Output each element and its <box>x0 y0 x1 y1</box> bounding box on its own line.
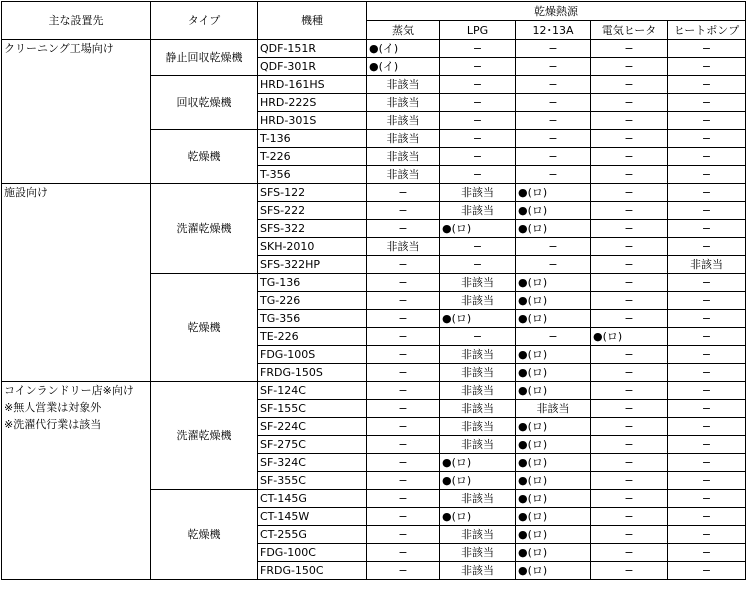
electric-heater-cell: − <box>591 40 668 58</box>
heat-pump-cell: − <box>668 346 746 364</box>
heat-pump-cell: − <box>668 508 746 526</box>
lpg-cell: ●(ロ) <box>440 220 516 238</box>
electric-heater-cell: − <box>591 508 668 526</box>
heat-pump-cell: − <box>668 364 746 382</box>
model-cell: CT-255G <box>258 526 367 544</box>
heat-pump-cell: − <box>668 292 746 310</box>
electric-heater-cell: − <box>591 58 668 76</box>
heat-pump-cell: − <box>668 490 746 508</box>
electric-heater-cell: − <box>591 184 668 202</box>
electric-heater-cell: − <box>591 220 668 238</box>
header-steam: 蒸気 <box>367 21 440 40</box>
city-gas-cell: ●(ロ) <box>516 382 591 400</box>
table-row <box>2 40 746 58</box>
electric-heater-cell: − <box>591 130 668 148</box>
table-header <box>2 2 746 40</box>
header-lpg: LPG <box>440 21 516 40</box>
steam-cell: 非該当 <box>367 94 440 112</box>
install-place-cell <box>2 184 151 382</box>
heat-pump-cell: − <box>668 202 746 220</box>
model-cell: QDF-301R <box>258 58 367 76</box>
install-place-line: クリーニング工場向け <box>4 42 114 55</box>
type-cell: 洗濯乾燥機 <box>151 184 258 274</box>
heat-pump-cell: − <box>668 526 746 544</box>
city-gas-cell: ●(ロ) <box>516 184 591 202</box>
heat-pump-cell: − <box>668 76 746 94</box>
heat-pump-cell: − <box>668 310 746 328</box>
city-gas-cell: ●(ロ) <box>516 508 591 526</box>
model-cell: FRDG-150S <box>258 364 367 382</box>
heat-pump-cell: − <box>668 472 746 490</box>
lpg-cell: 非該当 <box>440 400 516 418</box>
install-place-line: ※洗濯代行業は該当 <box>4 418 102 431</box>
steam-cell: − <box>367 328 440 346</box>
city-gas-cell: ●(ロ) <box>516 418 591 436</box>
model-cell: SF-275C <box>258 436 367 454</box>
city-gas-cell: ●(ロ) <box>516 454 591 472</box>
electric-heater-cell: − <box>591 310 668 328</box>
heat-pump-cell: − <box>668 418 746 436</box>
install-place-line: ※無人営業は対象外 <box>4 401 102 414</box>
steam-cell: − <box>367 490 440 508</box>
model-cell: SFS-322HP <box>258 256 367 274</box>
lpg-cell: 非該当 <box>440 202 516 220</box>
heat-pump-cell: − <box>668 166 746 184</box>
heat-pump-cell: − <box>668 238 746 256</box>
heat-pump-cell: − <box>668 328 746 346</box>
electric-heater-cell: − <box>591 148 668 166</box>
lpg-cell: 非該当 <box>440 346 516 364</box>
city-gas-cell: − <box>516 94 591 112</box>
steam-cell: 非該当 <box>367 238 440 256</box>
steam-cell: − <box>367 292 440 310</box>
type-cell: 乾燥機 <box>151 274 258 382</box>
model-cell: SKH-2010 <box>258 238 367 256</box>
lpg-cell: 非該当 <box>440 490 516 508</box>
city-gas-cell: ●(ロ) <box>516 472 591 490</box>
lpg-cell: − <box>440 94 516 112</box>
model-cell: HRD-301S <box>258 112 367 130</box>
electric-heater-cell: − <box>591 76 668 94</box>
steam-cell: − <box>367 382 440 400</box>
steam-cell: − <box>367 256 440 274</box>
lpg-cell: 非該当 <box>440 436 516 454</box>
table-body <box>2 40 746 580</box>
steam-cell: − <box>367 310 440 328</box>
type-cell: 回収乾燥機 <box>151 76 258 130</box>
electric-heater-cell: − <box>591 238 668 256</box>
model-cell: HRD-222S <box>258 94 367 112</box>
steam-cell: − <box>367 472 440 490</box>
header-type: タイプ <box>151 2 258 40</box>
lpg-cell: − <box>440 40 516 58</box>
model-cell: TG-226 <box>258 292 367 310</box>
electric-heater-cell: − <box>591 490 668 508</box>
electric-heater-cell: − <box>591 562 668 580</box>
electric-heater-cell: ●(ロ) <box>591 328 668 346</box>
heat-pump-cell: − <box>668 220 746 238</box>
model-cell: FDG-100S <box>258 346 367 364</box>
lpg-cell: 非該当 <box>440 382 516 400</box>
header-heat-source: 乾燥熱源 <box>367 2 746 21</box>
lpg-cell: ●(ロ) <box>440 310 516 328</box>
city-gas-cell: − <box>516 76 591 94</box>
city-gas-cell: − <box>516 130 591 148</box>
steam-cell: − <box>367 400 440 418</box>
model-cell: SF-324C <box>258 454 367 472</box>
model-cell: TG-136 <box>258 274 367 292</box>
electric-heater-cell: − <box>591 166 668 184</box>
lpg-cell: 非該当 <box>440 526 516 544</box>
header-city-gas: 12･13A <box>516 21 591 40</box>
city-gas-cell: ●(ロ) <box>516 490 591 508</box>
city-gas-cell: − <box>516 148 591 166</box>
heat-pump-cell: − <box>668 382 746 400</box>
heat-pump-cell: − <box>668 40 746 58</box>
lpg-cell: − <box>440 256 516 274</box>
steam-cell: − <box>367 418 440 436</box>
city-gas-cell: ●(ロ) <box>516 346 591 364</box>
city-gas-cell: ●(ロ) <box>516 220 591 238</box>
electric-heater-cell: − <box>591 202 668 220</box>
lpg-cell: − <box>440 58 516 76</box>
lpg-cell: − <box>440 328 516 346</box>
heat-pump-cell: − <box>668 400 746 418</box>
header-electric-heater: 電気ヒータ <box>591 21 668 40</box>
install-place-line: 施設向け <box>4 186 48 199</box>
electric-heater-cell: − <box>591 274 668 292</box>
model-cell: CT-145W <box>258 508 367 526</box>
lpg-cell: 非該当 <box>440 184 516 202</box>
lpg-cell: 非該当 <box>440 544 516 562</box>
steam-cell: ●(イ) <box>367 40 440 58</box>
city-gas-cell: − <box>516 112 591 130</box>
lpg-cell: ●(ロ) <box>440 508 516 526</box>
model-cell: SF-355C <box>258 472 367 490</box>
steam-cell: 非該当 <box>367 148 440 166</box>
city-gas-cell: ●(ロ) <box>516 562 591 580</box>
electric-heater-cell: − <box>591 472 668 490</box>
lpg-cell: 非該当 <box>440 562 516 580</box>
heat-pump-cell: − <box>668 436 746 454</box>
lpg-cell: − <box>440 76 516 94</box>
install-place-cell <box>2 382 151 580</box>
model-cell: SFS-222 <box>258 202 367 220</box>
model-cell: SFS-122 <box>258 184 367 202</box>
city-gas-cell: − <box>516 256 591 274</box>
city-gas-cell: ●(ロ) <box>516 202 591 220</box>
city-gas-cell: ●(ロ) <box>516 292 591 310</box>
lpg-cell: 非該当 <box>440 364 516 382</box>
model-cell: SF-224C <box>258 418 367 436</box>
install-place-cell <box>2 40 151 184</box>
heat-pump-cell: − <box>668 58 746 76</box>
electric-heater-cell: − <box>591 292 668 310</box>
lpg-cell: − <box>440 148 516 166</box>
model-cell: T-356 <box>258 166 367 184</box>
header-place: 主な設置先 <box>2 2 151 40</box>
model-cell: SF-124C <box>258 382 367 400</box>
header-heat-pump: ヒートポンプ <box>668 21 746 40</box>
lpg-cell: − <box>440 238 516 256</box>
steam-cell: − <box>367 436 440 454</box>
heat-pump-cell: − <box>668 544 746 562</box>
steam-cell: ●(イ) <box>367 58 440 76</box>
model-cell: FDG-100C <box>258 544 367 562</box>
heat-pump-cell: − <box>668 94 746 112</box>
steam-cell: − <box>367 508 440 526</box>
dryer-heat-source-table <box>1 1 746 580</box>
steam-cell: 非該当 <box>367 76 440 94</box>
lpg-cell: 非該当 <box>440 274 516 292</box>
city-gas-cell: ●(ロ) <box>516 310 591 328</box>
city-gas-cell: − <box>516 238 591 256</box>
heat-pump-cell: − <box>668 454 746 472</box>
type-cell: 洗濯乾燥機 <box>151 382 258 490</box>
heat-pump-cell: − <box>668 148 746 166</box>
city-gas-cell: ●(ロ) <box>516 526 591 544</box>
steam-cell: − <box>367 346 440 364</box>
install-place-line: コインランドリー店※向け <box>4 384 134 397</box>
type-cell: 乾燥機 <box>151 130 258 184</box>
lpg-cell: ●(ロ) <box>440 472 516 490</box>
model-cell: SF-155C <box>258 400 367 418</box>
steam-cell: − <box>367 544 440 562</box>
model-cell: T-136 <box>258 130 367 148</box>
type-cell: 静止回収乾燥機 <box>151 40 258 76</box>
steam-cell: − <box>367 562 440 580</box>
lpg-cell: 非該当 <box>440 292 516 310</box>
steam-cell: − <box>367 220 440 238</box>
model-cell: TE-226 <box>258 328 367 346</box>
city-gas-cell: − <box>516 166 591 184</box>
electric-heater-cell: − <box>591 436 668 454</box>
lpg-cell: ●(ロ) <box>440 454 516 472</box>
city-gas-cell: − <box>516 40 591 58</box>
steam-cell: − <box>367 274 440 292</box>
electric-heater-cell: − <box>591 400 668 418</box>
city-gas-cell: ●(ロ) <box>516 364 591 382</box>
electric-heater-cell: − <box>591 112 668 130</box>
steam-cell: − <box>367 202 440 220</box>
heat-pump-cell: − <box>668 184 746 202</box>
steam-cell: − <box>367 364 440 382</box>
lpg-cell: 非該当 <box>440 418 516 436</box>
electric-heater-cell: − <box>591 94 668 112</box>
table-row <box>2 184 746 202</box>
heat-pump-cell: − <box>668 112 746 130</box>
electric-heater-cell: − <box>591 544 668 562</box>
electric-heater-cell: − <box>591 526 668 544</box>
city-gas-cell: ●(ロ) <box>516 436 591 454</box>
electric-heater-cell: − <box>591 256 668 274</box>
header-model: 機種 <box>258 2 367 40</box>
city-gas-cell: ●(ロ) <box>516 274 591 292</box>
city-gas-cell: − <box>516 328 591 346</box>
city-gas-cell: ●(ロ) <box>516 544 591 562</box>
model-cell: QDF-151R <box>258 40 367 58</box>
lpg-cell: − <box>440 112 516 130</box>
electric-heater-cell: − <box>591 382 668 400</box>
model-cell: SFS-322 <box>258 220 367 238</box>
lpg-cell: − <box>440 166 516 184</box>
electric-heater-cell: − <box>591 346 668 364</box>
heat-pump-cell: − <box>668 130 746 148</box>
electric-heater-cell: − <box>591 454 668 472</box>
city-gas-cell: 非該当 <box>516 400 591 418</box>
heat-pump-cell: 非該当 <box>668 256 746 274</box>
steam-cell: − <box>367 184 440 202</box>
electric-heater-cell: − <box>591 418 668 436</box>
steam-cell: − <box>367 526 440 544</box>
lpg-cell: − <box>440 130 516 148</box>
model-cell: TG-356 <box>258 310 367 328</box>
type-cell: 乾燥機 <box>151 490 258 580</box>
model-cell: FRDG-150C <box>258 562 367 580</box>
city-gas-cell: − <box>516 58 591 76</box>
electric-heater-cell: − <box>591 364 668 382</box>
steam-cell: 非該当 <box>367 166 440 184</box>
model-cell: HRD-161HS <box>258 76 367 94</box>
heat-pump-cell: − <box>668 562 746 580</box>
model-cell: CT-145G <box>258 490 367 508</box>
model-cell: T-226 <box>258 148 367 166</box>
steam-cell: 非該当 <box>367 112 440 130</box>
steam-cell: − <box>367 454 440 472</box>
table-row <box>2 382 746 400</box>
steam-cell: 非該当 <box>367 130 440 148</box>
heat-pump-cell: − <box>668 274 746 292</box>
